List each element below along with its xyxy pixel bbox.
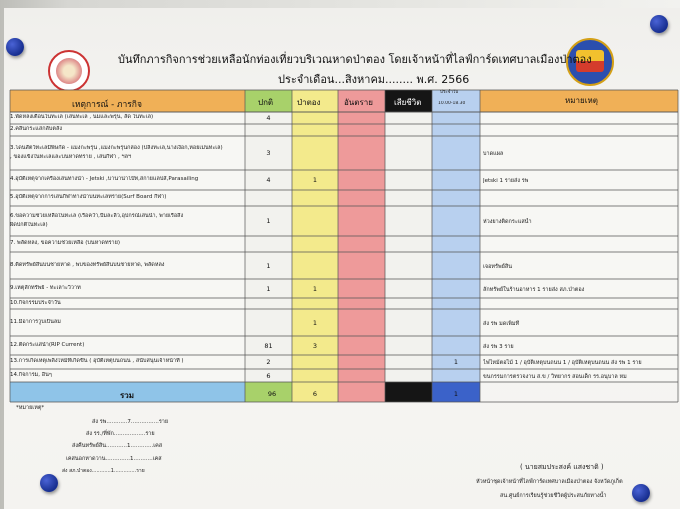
row-label: 11.มีอาการวูบเป็นลม xyxy=(10,318,61,325)
row-normal-value: 4 xyxy=(266,176,271,184)
row-label: 8.ติดทรัพย์สินบนชายหาด , พบของทรัพย์สินบนชายหาด, พลัดหลง xyxy=(10,261,165,268)
document-title: บันทึกภารกิจการช่วยเหลือนักท่องเที่ยวบริเวณหาดป่าตอง โดยเจ้าหน้าที่ไลฟ์การ์ดเทศบาลเมืองป่าตอง xyxy=(118,53,592,66)
row-remark: ส่ง รพ 3 ราย xyxy=(483,343,514,350)
row-normal-value: 1 xyxy=(266,284,271,293)
footer-line: เคสนอกหาดวาน..............1...........เคส xyxy=(66,456,162,462)
document-subtitle: ประจำเดือน...สิงหาคม........ พ.ศ. 2566 xyxy=(278,73,470,86)
row-normal-value: 3 xyxy=(266,149,271,157)
row-label: 9.เหตุลักทรัพย์ - ทะเลาะวิวาท xyxy=(10,284,81,291)
signature-name: ( นายสมประสงค์ แสงชาติ ) xyxy=(520,463,604,471)
row-remark: เจอทรัพย์สิน xyxy=(483,263,512,270)
row-label: 5.อุบัติเหตุจากการเล่นกีฬาทางน้ำบนทะเลทราย(Surf Board กีฬา) xyxy=(10,194,167,200)
row-label: 12.ติดกระแสน้ำ(RIP Current) xyxy=(10,341,85,348)
row-patong-value: 1 xyxy=(312,318,318,327)
row-time-value: 1 xyxy=(453,358,459,366)
row-label: 2.คลื่นกระแสกลับตลั่ง xyxy=(10,126,63,132)
total-cell-danger xyxy=(338,382,385,402)
row-patong-value: 1 xyxy=(312,176,318,184)
header-normal: ปกติ xyxy=(258,98,274,107)
footer-line: ส่ง รพ............7................ราย xyxy=(92,419,169,425)
signature-title: หัวหน้าชุดเจ้าหน้าที่ไลฟ์การ์ดเทศบาลเมืองป่าตอง จังหวัดภูเก็ต xyxy=(476,479,623,485)
row-normal-value: 4 xyxy=(266,114,271,122)
row-remark: ไฟไหม้ตอไม้ 1 / อุบัติเหตุบนถนน 1 / อุบัติเหตุบนถนน ส่ง รพ 1 ราย xyxy=(483,360,642,366)
header-time-top: ประจำวัน xyxy=(440,90,459,95)
header-remark: หมายเหตุ xyxy=(565,96,598,105)
header-patong: ป่าตอง xyxy=(297,98,321,107)
row-remark: Jetski 1 รายส่ง รพ xyxy=(483,178,529,184)
header-event: เหตุการณ์ - ภารกิจ xyxy=(72,100,142,110)
row-label-continued: ผิดปกติในทะเล) xyxy=(10,222,48,228)
header-dead: เสียชีวิต xyxy=(394,98,422,107)
row-label: 13.การเกิดเหตุเพลิงไหม้ที่เกิดขึ้น ( อุบัติเหตุบนถนน , สนับสนุนเจ้าหน้าที่ ) xyxy=(10,358,184,364)
row-normal-value: 1 xyxy=(266,261,271,270)
row-normal-value: 2 xyxy=(266,358,271,366)
signature-subtitle: สน.ศูนย์การเรียนรู้ช่วยชีวิตผู้ประสบภัยทางน้ำ xyxy=(500,493,607,499)
footer-note-label: *หมายเหตุ* xyxy=(16,405,45,411)
total-label: รวม xyxy=(120,391,135,400)
row-normal-value: 1 xyxy=(266,217,271,225)
row-label-continued: , ของแข็งในทะเลและบนหาดทราย , เล่นกีฬา , ฯลฯ xyxy=(10,154,132,160)
row-patong-value: 3 xyxy=(312,341,318,350)
row-remark: ส่ง รพ มดเพิ่มที่ xyxy=(483,320,520,327)
row-label: 6.ขอความช่วยเหลือในทะเล (เรือคว่ำ,ปั๊มละลิ้ว,อุปกรณ์เล่นน้ำ, พายเรือสิ่ง xyxy=(10,213,184,219)
row-normal-value: 81 xyxy=(264,341,273,350)
row-patong-value: 1 xyxy=(312,284,318,293)
row-remark: ลักทรัพย์ในร้านอาหาร 1 รายส่ง สภ.ป่าตอง xyxy=(483,286,585,293)
total-normal: 96 xyxy=(267,390,277,398)
row-remark: ห่วงยางติดกระแสน้ำ xyxy=(483,219,532,225)
row-label: 10.กิจกรรมประจำวัน xyxy=(10,299,61,306)
header-time: 10.00-18.30 xyxy=(438,101,466,106)
footer-line: ส่ง รร./ที่พัก..................ราย xyxy=(86,431,155,437)
total-cell-dead xyxy=(385,382,432,402)
row-remark: ขนกรรมการตรวจงาน ส.ข / วิทยากร สอนเด็ก รร.อนุบาล หม xyxy=(483,373,627,380)
row-label: 7. พลัดหลง, ขอความช่วยเหลือ (บนหาดทราย) xyxy=(10,240,120,246)
footer-line: ส่งคืนทรัพย์สิน............1.............เคส xyxy=(72,443,163,449)
row-label: 14.กิจการม, อื่นๆ xyxy=(10,371,52,378)
row-label: 4.อุบัติเหตุจากเครื่องเล่นทางน้ำ - Jetski ,บานาน่าโบ๊ท,สกายแลปส์,Parasailing xyxy=(10,176,199,182)
total-patong: 6 xyxy=(312,390,318,398)
total-dead: 1 xyxy=(453,390,459,398)
row-normal-value: 6 xyxy=(266,371,271,380)
column-danger xyxy=(338,112,385,382)
column-dead xyxy=(385,112,432,382)
row-remark: บาดแผล xyxy=(483,151,504,157)
footer-line: ส่ง สภ.ป่าตอง............1..............ราย xyxy=(62,468,145,474)
row-label: 1.พัดหลงเตือนในทะเล (เล่นทะเล , นมและพรุน, ลัด ในทะเล) xyxy=(10,114,154,120)
row-label: 3.โดนสัตว์ทะเลมีพิษกัด - แมงกะพรุน ,แมงกะพรุนกล่อง (ปลิงทะเล,นางเงือก,หอยเม่นทะเล) xyxy=(10,145,223,151)
header-danger: อันตราย xyxy=(344,98,373,107)
column-time xyxy=(432,112,480,382)
